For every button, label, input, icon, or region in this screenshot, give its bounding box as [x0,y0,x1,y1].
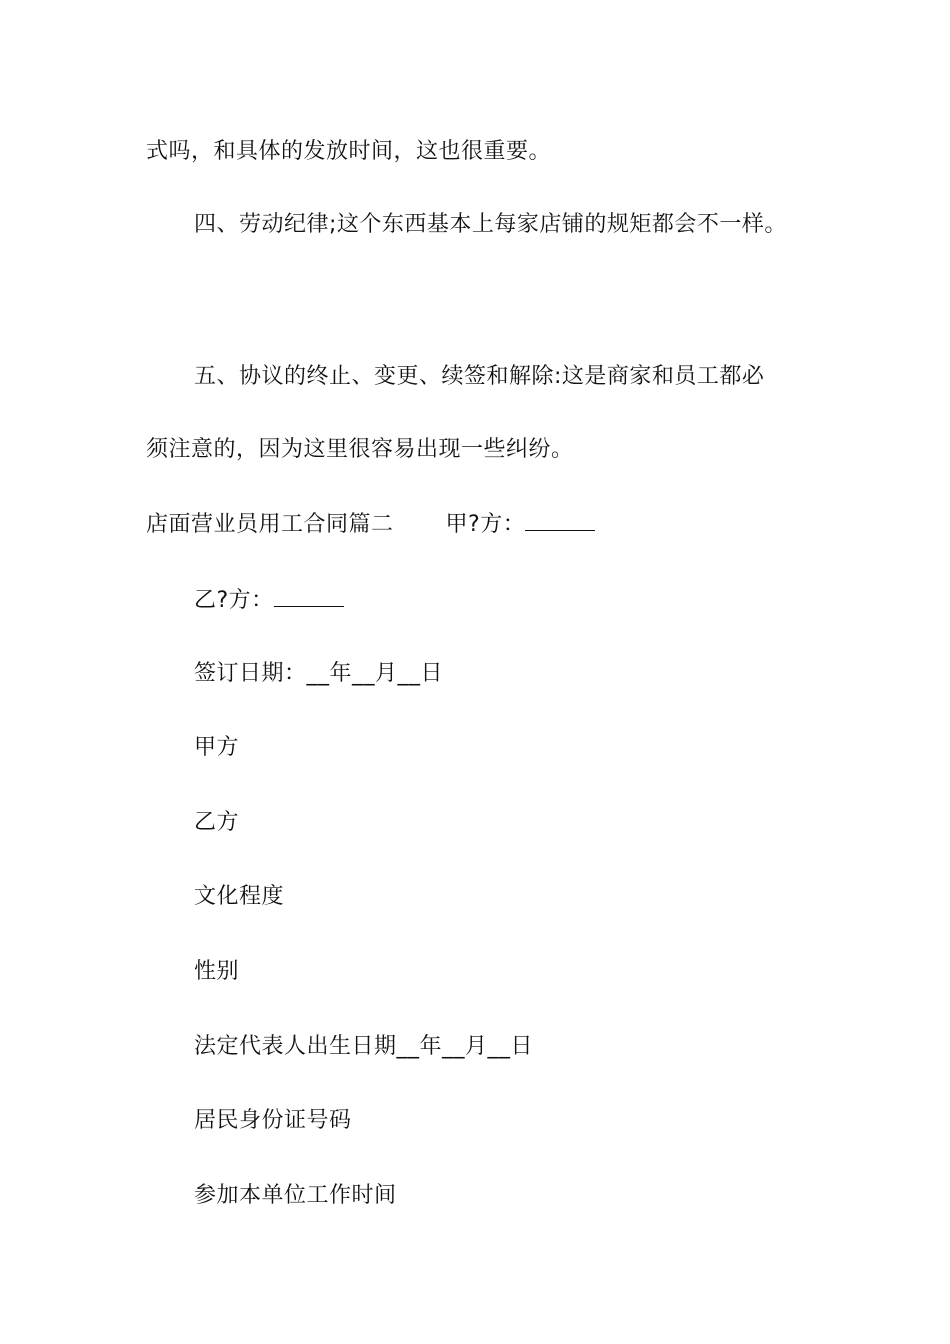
sign-date: 签订日期：__年__月__日 [194,661,444,686]
party-b-label: 乙?方： [194,588,274,613]
field-id-number: 居民身份证号码 [194,1108,352,1133]
section-title-row [146,510,595,540]
paragraph-termination-line1: 五、协议的终止、变更、续签和解除:这是商家和员工都必 [194,364,765,389]
party-a-blank [525,516,595,531]
field-rep-birth-date: 法定代表人出生日期__年__月__日 [194,1034,534,1059]
field-party-b: 乙方 [194,810,240,835]
paragraph-labor-discipline: 四、劳动纪律;这个东西基本上每家店铺的规矩都会不一样。 [194,212,787,237]
party-b-row [194,586,344,616]
paragraph-termination-line2: 须注意的，因为这里很容易出现一些纠纷。 [146,437,574,462]
party-a-label: 甲?方： [445,512,526,537]
field-party-a: 甲方 [194,735,240,760]
paragraph-continuation: 式吗，和具体的发放时间，这也很重要。 [146,139,552,164]
field-education: 文化程度 [194,884,285,909]
field-gender: 性别 [194,959,240,984]
section-title: 店面营业员用工合同篇二 [146,512,394,537]
party-b-blank [274,592,344,607]
field-join-time: 参加本单位工作时间 [194,1183,397,1208]
